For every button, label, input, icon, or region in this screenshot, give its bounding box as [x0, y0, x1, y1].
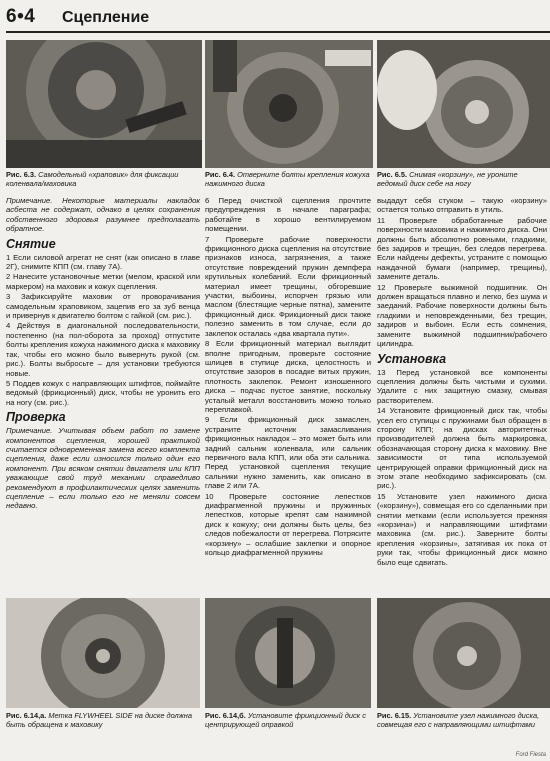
paragraph: 2 Нанесите установочные метки (мелом, краской или маркером) на маховик и кожух сцепления.: [6, 272, 200, 291]
text-column-2: [205, 196, 371, 558]
figure-caption-text: Установите фрикционный диск с центрирующей оправкой: [205, 711, 366, 729]
figure-caption-text: Установите узел нажимного диска, совмещая его с направляющими штифтами: [377, 711, 540, 729]
note-replacement: Примечание. Учитывая объем работ по замене компонентов сцепления, хорошей практикой считается одновременная замена всего комплекта сцепления, даже если износился только один его компонент. При всяком снятии двигателя или КПП уважающие свой труд механики справедливо рекомендуют в профилактических целях заменить сцепление – если только его не меняли совсем недавно.: [6, 426, 200, 511]
paragraph: 11 Проверьте обработанные рабочие поверхности маховика и нажимного диска. Они должны быть абсолютно ровными, гладкими, без задиров и трещин, без следов перегрева. Если найдены дефекты, устраните с помощью наждачной бумаги (например, трещины), замените деталь.: [377, 215, 547, 282]
figure-caption-6-15: [377, 711, 542, 729]
paragraph: 14 Установите фрикционный диск так, чтобы усел его ступицы с пружинами был обращен в сторону КПП; на дисках авторитетных производителей должна быть маркировка, обозначающая сторону диска к маховику. Вне зависимости от типа используемой центрирующей оправки фрикционный диск на этом этапе необходимо зафиксировать (см. рис.).: [377, 406, 547, 491]
paragraph: 1 Если силовой агрегат не снят (как описано в главе 2Г), снимите КПП (см. главу 7А).: [6, 252, 200, 272]
figure-photo-6-3: [6, 40, 202, 168]
paragraph: 5 Поддев кожух с направляющих штифтов, поймайте ведомый (фрикционный) диск, чтобы не уронить его на ногу (см. рис.).: [6, 378, 200, 407]
figure-caption-6-14a: [6, 711, 200, 729]
note-asbestos: Примечание. Некоторые материалы накладок асбеста не содержат, однако в целях сохранения собственного здоровья разумнее предполагать обратное.: [6, 196, 200, 234]
paragraph: 10 Проверьте состояние лепестков диафрагменной пружины и пружинных лепестков, которые крепят сам нажимной диск к кожуху; они должны быть целы, без следов побежалости от перегрева. Потрясите «корзину» – ослабшие заклепки и опорное кольцо диафрагменной пружины: [205, 491, 371, 558]
paragraph: 7 Проверьте рабочие поверхности фрикционного диска сцепления на отсутствие признаков износа, загрязнения, а также отсутствие повреждений пружин демпфера крутильных колебаний. Если фрикционный материал имеет трещины, обгоревшие участки, выбоины, испорчен грязью или маслом (блестящие черные пятна), замените фрикционный диск. Фрикционный диск также полезно заменить в том случае, если до заклепок осталась «два квартала пути».: [205, 234, 371, 338]
paragraph: 9 Если фрикционный диск замаслен, устраните источник замасливания фрикционных накладок – это может быть или задний сальник коленвала, или сальник первичного вала КПП, или оба эти сальника. Перед установкой сцепления текущие сальники нужно заменить, как описано в главе 2 или 7А.: [205, 415, 371, 491]
paragraph: 12 Проверьте выжимной подшипник. Он должен вращаться плавно и легко, без шума и заеданий. Рабочие поверхности должны быть гладкими и неповрежденными, без трещин, задиров и выбоин. Если есть сомнения, замените выжимной подшипник/рабочего цилиндра.: [377, 282, 547, 349]
figure-caption-6-3: [6, 170, 200, 188]
figure-label: Рис. 6.5.: [377, 170, 408, 179]
figure-caption-text: Снимая «корзину», не уроните ведомый диск себе на ногу: [377, 170, 518, 188]
figure-photo-6-4: [205, 40, 373, 168]
footer-brand: Ford Fiesta: [515, 752, 546, 758]
page-header: [0, 0, 550, 34]
figure-label: Рис. 6.4.: [205, 170, 236, 179]
figure-label: Рис. 6.14,б.: [205, 711, 246, 720]
paragraph: 3 Зафиксируйте маховик от проворачивания самодельным храповиком, зацепив его за зуб венца и привернув к двигателю болтом с гайкой (см. рис.).: [6, 292, 200, 321]
paragraph: выдадут себя стуком – такую «корзину» остается только отправить в утиль.: [377, 196, 547, 215]
figure-photo-6-5: [377, 40, 550, 168]
figure-label: Рис. 6.14,а.: [6, 711, 47, 720]
section-title: Сцепление: [62, 9, 150, 26]
paragraph: 15 Установите узел нажимного диска («корзину»), совмещая его со сделанными при снятии метками (если используется прежняя «корзина») и направляющими штифтами маховика (см. рис.). Заверните болты крепления «корзины», затягивая их пока от руки так, чтобы фрикционный диск можно было еще сдвигать.: [377, 491, 547, 567]
figure-label: Рис. 6.3.: [6, 170, 37, 179]
text-column-3: [377, 196, 547, 568]
figure-caption-6-5: [377, 170, 547, 188]
page-number: 6•4: [6, 6, 36, 27]
heading-install: Установка: [377, 351, 447, 366]
figure-photo-6-14b: [205, 598, 371, 708]
header-rule: [6, 31, 550, 33]
figure-photo-6-14a: [6, 598, 200, 708]
figure-photo-6-15: [377, 598, 550, 708]
figure-caption-text: Отверните болты крепления кожуха нажимного диска: [205, 170, 370, 188]
paragraph: 8 Если фрикционный материал выглядит вполне пригодным, проверьте состояние шлицев в ступице диска, целостность и отсутствие зазоров в посадке витых пружин, плотность заклепок. Ремонт изношенного диска – подчас пустое занятие, поскольку усталый металл восстановить можно только переплавкой.: [205, 339, 371, 414]
text-column-1: [6, 196, 200, 512]
heading-check: Проверка: [6, 410, 66, 425]
figure-caption-6-4: [205, 170, 371, 188]
figure-caption-text: Самодельный «храповик» для фиксации коленвала/маховика: [6, 170, 179, 188]
paragraph: 13 Перед установкой все компоненты сцепления должны быть чистыми и сухими. Удалите с них защитную смазку, смывая растворителем.: [377, 367, 547, 405]
paragraph: 6 Перед очисткой сцепления прочтите предупреждения в начале параграфа; работайте в хорошо вентилируемом помещении.: [205, 196, 371, 234]
figure-label: Рис. 6.15.: [377, 711, 412, 720]
heading-removal: Снятие: [6, 236, 56, 251]
paragraph: 4 Действуя в диагональной последовательности, постепенно (на пол-оборота за проход) отпустите болты крепления кожуха нажимного диска к маховику так, чтобы его можно было вывернуть рукой (см. рис.). Болты выбросьте – для установки требуются новые.: [6, 321, 200, 378]
figure-caption-6-14b: [205, 711, 371, 729]
figure-caption-text: Метка FLYWHEEL SIDE на диске должна быть обращена к маховику: [6, 711, 192, 729]
